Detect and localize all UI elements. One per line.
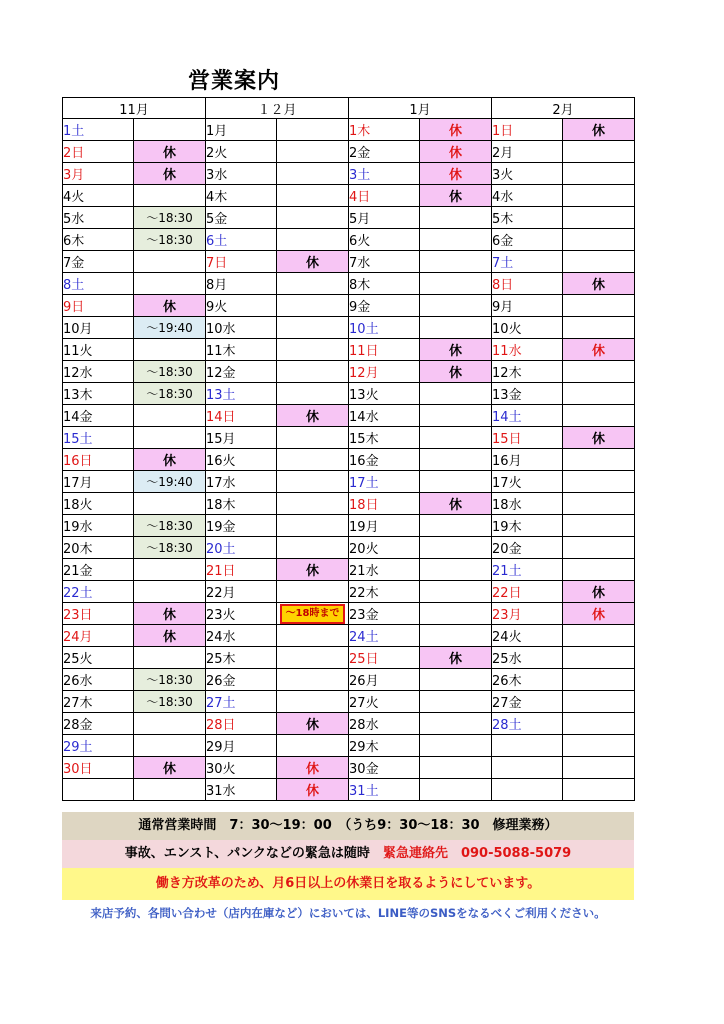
day-cell: 19水 — [63, 515, 134, 537]
day-cell: 16火 — [206, 449, 277, 471]
day-cell: 17水 — [206, 471, 277, 493]
status-cell — [277, 581, 349, 603]
status-cell — [277, 493, 349, 515]
status-cell — [563, 163, 635, 185]
day-cell: 21金 — [63, 559, 134, 581]
calendar-row — [63, 559, 635, 581]
day-cell: 11火 — [63, 339, 134, 361]
day-cell: 2金 — [349, 141, 420, 163]
day-cell: 24水 — [206, 625, 277, 647]
month-header: 11月 — [63, 98, 206, 119]
closed-cell: 休 — [420, 119, 492, 141]
status-cell — [134, 713, 206, 735]
closed-cell: 休 — [420, 493, 492, 515]
business-calendar — [62, 97, 635, 801]
day-cell: 20木 — [63, 537, 134, 559]
status-cell — [277, 471, 349, 493]
day-cell: 24月 — [63, 625, 134, 647]
closed-cell: 休 — [134, 141, 206, 163]
calendar-row — [63, 185, 635, 207]
status-cell — [277, 207, 349, 229]
day-cell: 5木 — [492, 207, 563, 229]
status-cell — [420, 295, 492, 317]
status-cell: ～19:40 — [134, 471, 206, 493]
day-cell: 8日 — [492, 273, 563, 295]
closed-cell: 休 — [134, 449, 206, 471]
calendar-row — [63, 713, 635, 735]
status-cell — [420, 471, 492, 493]
status-cell — [420, 251, 492, 273]
calendar-row — [63, 779, 635, 801]
emergency-text: 事故、エンスト、パンクなどの緊急は随時 — [124, 846, 383, 861]
status-cell — [134, 273, 206, 295]
day-cell: 15土 — [63, 427, 134, 449]
day-cell: 5金 — [206, 207, 277, 229]
day-cell: 12木 — [492, 361, 563, 383]
status-cell — [563, 515, 635, 537]
closed-cell: 休 — [420, 361, 492, 383]
status-cell — [563, 185, 635, 207]
day-cell: 12金 — [206, 361, 277, 383]
day-cell: 13木 — [63, 383, 134, 405]
status-cell — [420, 581, 492, 603]
closed-cell: 休 — [277, 757, 349, 779]
closed-cell: 休 — [563, 273, 635, 295]
calendar-row — [63, 691, 635, 713]
status-cell — [420, 559, 492, 581]
status-cell — [420, 405, 492, 427]
day-cell: 23月 — [492, 603, 563, 625]
day-cell: 14土 — [492, 405, 563, 427]
calendar-row — [63, 493, 635, 515]
day-cell: 8土 — [63, 273, 134, 295]
calendar-row — [63, 251, 635, 273]
status-cell — [420, 273, 492, 295]
closed-cell: 休 — [420, 185, 492, 207]
day-cell: 29木 — [349, 735, 420, 757]
status-cell — [420, 383, 492, 405]
day-cell: 2火 — [206, 141, 277, 163]
day-cell: 17火 — [492, 471, 563, 493]
day-cell: 15月 — [206, 427, 277, 449]
status-cell — [277, 669, 349, 691]
day-cell: 21水 — [349, 559, 420, 581]
day-cell: 10水 — [206, 317, 277, 339]
status-cell — [420, 449, 492, 471]
closed-cell: 休 — [420, 339, 492, 361]
calendar-row — [63, 317, 635, 339]
calendar-body — [63, 119, 635, 801]
calendar-row — [63, 273, 635, 295]
day-cell: 4日 — [349, 185, 420, 207]
closed-cell: 休 — [277, 405, 349, 427]
calendar-row — [63, 361, 635, 383]
calendar-row — [63, 537, 635, 559]
status-cell — [563, 493, 635, 515]
status-cell — [563, 471, 635, 493]
day-cell: 1日 — [492, 119, 563, 141]
day-cell — [63, 779, 134, 801]
month-header: 2月 — [492, 98, 635, 119]
status-cell — [563, 713, 635, 735]
day-cell: 19金 — [206, 515, 277, 537]
day-cell: 14水 — [349, 405, 420, 427]
status-cell — [420, 669, 492, 691]
day-cell: 1木 — [349, 119, 420, 141]
status-cell — [420, 757, 492, 779]
day-cell: 6金 — [492, 229, 563, 251]
status-cell — [277, 625, 349, 647]
day-cell: 1月 — [206, 119, 277, 141]
day-cell: 3火 — [492, 163, 563, 185]
day-cell: 3水 — [206, 163, 277, 185]
day-cell: 16金 — [349, 449, 420, 471]
day-cell: 8月 — [206, 273, 277, 295]
day-cell: 3月 — [63, 163, 134, 185]
calendar-row — [63, 471, 635, 493]
day-cell: 4火 — [63, 185, 134, 207]
status-cell — [277, 383, 349, 405]
closed-cell: 休 — [134, 625, 206, 647]
day-cell: 27木 — [63, 691, 134, 713]
day-cell: 28土 — [492, 713, 563, 735]
day-cell: 26水 — [63, 669, 134, 691]
status-cell — [277, 339, 349, 361]
status-cell — [563, 405, 635, 427]
day-cell: 19木 — [492, 515, 563, 537]
status-cell — [563, 383, 635, 405]
status-cell — [134, 647, 206, 669]
day-cell: 17土 — [349, 471, 420, 493]
day-cell: 16日 — [63, 449, 134, 471]
status-cell — [420, 735, 492, 757]
status-cell — [563, 361, 635, 383]
calendar-row — [63, 405, 635, 427]
status-cell — [277, 735, 349, 757]
day-cell: 1土 — [63, 119, 134, 141]
status-cell — [277, 647, 349, 669]
day-cell: 4木 — [206, 185, 277, 207]
day-cell: 3土 — [349, 163, 420, 185]
page-title: 営業案内 — [188, 69, 281, 94]
status-cell — [277, 361, 349, 383]
status-cell — [277, 229, 349, 251]
day-cell: 10土 — [349, 317, 420, 339]
day-cell: 14日 — [206, 405, 277, 427]
day-cell: 19月 — [349, 515, 420, 537]
day-cell: 12月 — [349, 361, 420, 383]
day-cell: 6火 — [349, 229, 420, 251]
status-cell — [563, 779, 635, 801]
status-cell — [420, 625, 492, 647]
day-cell: 9金 — [349, 295, 420, 317]
status-cell — [563, 251, 635, 273]
status-cell — [563, 141, 635, 163]
day-cell: 27金 — [492, 691, 563, 713]
day-cell: 25火 — [63, 647, 134, 669]
day-cell: 6木 — [63, 229, 134, 251]
day-cell: 31土 — [349, 779, 420, 801]
status-cell — [134, 735, 206, 757]
closed-cell: 休 — [134, 757, 206, 779]
status-cell — [420, 603, 492, 625]
day-cell: 26月 — [349, 669, 420, 691]
calendar-row — [63, 581, 635, 603]
status-cell — [563, 207, 635, 229]
day-cell — [492, 757, 563, 779]
status-cell — [420, 515, 492, 537]
status-cell — [277, 603, 349, 625]
status-cell — [420, 779, 492, 801]
status-cell — [420, 537, 492, 559]
day-cell: 20火 — [349, 537, 420, 559]
status-cell: ～18:30 — [134, 515, 206, 537]
day-cell: 24火 — [492, 625, 563, 647]
status-cell — [134, 779, 206, 801]
status-cell — [420, 317, 492, 339]
status-cell: ～18:30 — [134, 229, 206, 251]
status-cell — [563, 691, 635, 713]
calendar-row — [63, 625, 635, 647]
day-cell: 25日 — [349, 647, 420, 669]
day-cell: 15木 — [349, 427, 420, 449]
status-cell: ～18:30 — [134, 207, 206, 229]
status-cell — [563, 449, 635, 471]
day-cell: 25木 — [206, 647, 277, 669]
status-cell — [420, 207, 492, 229]
day-cell: 12水 — [63, 361, 134, 383]
day-cell: 26木 — [492, 669, 563, 691]
day-cell: 15日 — [492, 427, 563, 449]
day-cell: 7土 — [492, 251, 563, 273]
calendar-row — [63, 119, 635, 141]
status-cell — [277, 537, 349, 559]
day-cell: 13土 — [206, 383, 277, 405]
day-cell: 27土 — [206, 691, 277, 713]
emergency-info — [62, 840, 634, 868]
closed-cell: 休 — [134, 295, 206, 317]
status-cell — [277, 141, 349, 163]
calendar-row — [63, 163, 635, 185]
day-cell: 23日 — [63, 603, 134, 625]
status-cell — [277, 163, 349, 185]
workstyle-notice: 働き方改革のため、月6日以上の休業日を取るようにしています。 — [62, 868, 634, 900]
status-cell — [563, 669, 635, 691]
status-cell — [563, 647, 635, 669]
closed-cell: 休 — [563, 603, 635, 625]
closed-cell: 休 — [420, 163, 492, 185]
calendar-row — [63, 669, 635, 691]
calendar-row — [63, 757, 635, 779]
calendar-row — [63, 449, 635, 471]
closed-cell: 休 — [134, 603, 206, 625]
closed-cell: 休 — [563, 427, 635, 449]
status-cell — [420, 427, 492, 449]
status-cell — [277, 691, 349, 713]
status-cell — [277, 185, 349, 207]
day-cell: 29土 — [63, 735, 134, 757]
closed-cell: 休 — [277, 713, 349, 735]
day-cell: 9日 — [63, 295, 134, 317]
day-cell: 28水 — [349, 713, 420, 735]
day-cell: 18木 — [206, 493, 277, 515]
day-cell: 11木 — [206, 339, 277, 361]
day-cell: 21土 — [492, 559, 563, 581]
day-cell: 7水 — [349, 251, 420, 273]
day-cell: 7金 — [63, 251, 134, 273]
day-cell: 22月 — [206, 581, 277, 603]
closed-cell: 休 — [563, 119, 635, 141]
day-cell: 14金 — [63, 405, 134, 427]
status-cell — [277, 273, 349, 295]
day-cell: 28日 — [206, 713, 277, 735]
day-cell: 4水 — [492, 185, 563, 207]
status-cell — [563, 295, 635, 317]
day-cell: 22土 — [63, 581, 134, 603]
closed-cell: 休 — [134, 163, 206, 185]
day-cell: 17月 — [63, 471, 134, 493]
day-cell: 20土 — [206, 537, 277, 559]
day-cell: 9月 — [492, 295, 563, 317]
calendar-row — [63, 141, 635, 163]
day-cell: 16月 — [492, 449, 563, 471]
status-cell — [563, 625, 635, 647]
status-cell — [563, 757, 635, 779]
day-cell: 11日 — [349, 339, 420, 361]
status-cell — [134, 251, 206, 273]
month-header: １２月 — [206, 98, 349, 119]
closed-cell: 休 — [563, 581, 635, 603]
day-cell: 18火 — [63, 493, 134, 515]
special-hours-badge: ～18時まで — [280, 604, 346, 624]
day-cell: 20金 — [492, 537, 563, 559]
status-cell — [420, 691, 492, 713]
day-cell: 21日 — [206, 559, 277, 581]
calendar-row — [63, 515, 635, 537]
day-cell: 10月 — [63, 317, 134, 339]
day-cell: 30火 — [206, 757, 277, 779]
day-cell: 13金 — [492, 383, 563, 405]
calendar-row — [63, 735, 635, 757]
calendar-row — [63, 229, 635, 251]
closed-cell: 休 — [277, 251, 349, 273]
status-cell — [420, 229, 492, 251]
calendar-row — [63, 295, 635, 317]
status-cell — [134, 405, 206, 427]
calendar-row — [63, 647, 635, 669]
calendar-row — [63, 603, 635, 625]
month-header: 1月 — [349, 98, 492, 119]
status-cell — [563, 229, 635, 251]
status-cell: ～18:30 — [134, 383, 206, 405]
day-cell: 22木 — [349, 581, 420, 603]
status-cell — [277, 427, 349, 449]
day-cell: 27火 — [349, 691, 420, 713]
day-cell: 2日 — [63, 141, 134, 163]
closed-cell: 休 — [420, 141, 492, 163]
status-cell — [563, 317, 635, 339]
business-hours: 通常営業時間 7：30～19：00 （うち9：30～18：30 修理業務） — [62, 812, 634, 840]
status-cell — [277, 515, 349, 537]
status-cell: ～18:30 — [134, 691, 206, 713]
day-cell: 23金 — [349, 603, 420, 625]
day-cell: 8木 — [349, 273, 420, 295]
status-cell — [134, 185, 206, 207]
day-cell: 11水 — [492, 339, 563, 361]
day-cell: 24土 — [349, 625, 420, 647]
status-cell — [277, 317, 349, 339]
status-cell — [134, 339, 206, 361]
closed-cell: 休 — [563, 339, 635, 361]
status-cell — [134, 119, 206, 141]
day-cell: 5水 — [63, 207, 134, 229]
month-header-row — [63, 98, 635, 119]
day-cell: 26金 — [206, 669, 277, 691]
closed-cell: 休 — [277, 559, 349, 581]
status-cell — [563, 735, 635, 757]
day-cell: 30金 — [349, 757, 420, 779]
calendar-row — [63, 427, 635, 449]
day-cell: 7日 — [206, 251, 277, 273]
status-cell — [277, 449, 349, 471]
status-cell: ～18:30 — [134, 669, 206, 691]
day-cell: 9火 — [206, 295, 277, 317]
day-cell: 31水 — [206, 779, 277, 801]
status-cell — [134, 493, 206, 515]
status-cell — [277, 119, 349, 141]
day-cell: 28金 — [63, 713, 134, 735]
status-cell — [134, 427, 206, 449]
day-cell: 6土 — [206, 229, 277, 251]
emergency-contact: 緊急連絡先 090-5088-5079 — [382, 846, 572, 861]
day-cell: 2月 — [492, 141, 563, 163]
day-cell: 18日 — [349, 493, 420, 515]
day-cell: 10火 — [492, 317, 563, 339]
day-cell — [492, 779, 563, 801]
status-cell — [563, 559, 635, 581]
status-cell — [420, 713, 492, 735]
status-cell: ～18:30 — [134, 537, 206, 559]
day-cell: 23火 — [206, 603, 277, 625]
status-cell — [134, 559, 206, 581]
contact-note: 来店予約、各問い合わせ（店内在庫など）においては、LINE等のSNSをなるべくご利用ください。 — [90, 906, 606, 920]
calendar-row — [63, 339, 635, 361]
closed-cell: 休 — [420, 647, 492, 669]
day-cell: 22日 — [492, 581, 563, 603]
calendar-row — [63, 383, 635, 405]
day-cell: 5月 — [349, 207, 420, 229]
day-cell: 13火 — [349, 383, 420, 405]
day-cell: 30日 — [63, 757, 134, 779]
day-cell: 18水 — [492, 493, 563, 515]
day-cell — [492, 735, 563, 757]
status-cell — [563, 537, 635, 559]
status-cell: ～18:30 — [134, 361, 206, 383]
calendar-row — [63, 207, 635, 229]
day-cell: 25水 — [492, 647, 563, 669]
status-cell — [134, 581, 206, 603]
closed-cell: 休 — [277, 779, 349, 801]
status-cell: ～19:40 — [134, 317, 206, 339]
status-cell — [277, 295, 349, 317]
day-cell: 29月 — [206, 735, 277, 757]
